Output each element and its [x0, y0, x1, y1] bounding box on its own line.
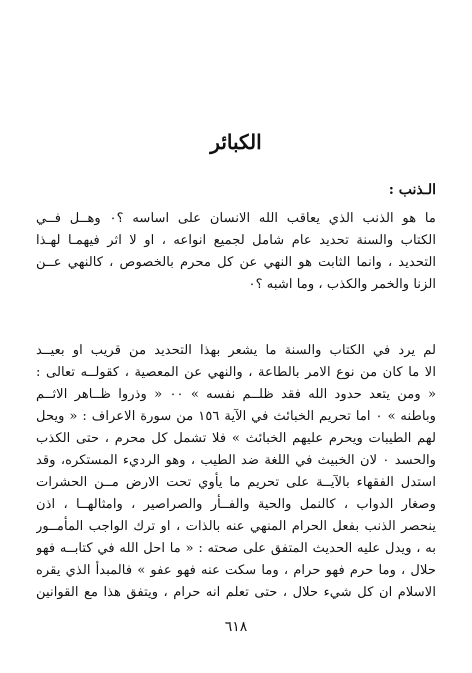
- paragraph-2-line: به ، ويدل عليه الحديث المتفق على صحته : « ما احل الله في كتابــه فهو: [36, 541, 436, 556]
- page-title: الكبائر: [210, 130, 262, 154]
- paragraph-2-line: لم يرد في الكتاب والسنة ما يشعر بهذا التحديد من قريب او بعيــد: [36, 343, 436, 358]
- paragraph-2: [36, 340, 436, 604]
- paragraph-1-line: الكتاب والسنة تحديد عام شامل لجميع انواعه ، او لا اثر فيهمـا لهـذا: [36, 233, 436, 248]
- paragraph-1-line: ما هو الذنب الذي يعاقب الله الانسان على اساسه ؟٠ وهــل فــي: [36, 211, 436, 226]
- paragraph-2-line: حلال ، وما حرم فهو حرام ، وما سكت عنه فهو عفو » فالمبدأ الذي يقره: [36, 563, 436, 578]
- paragraph-2-line: الا ما كان من نوع الامر بالطاعة ، والنهي عن المعصية ، كقولــه تعالى :: [36, 365, 436, 380]
- paragraph-2-line: وباطنه » ٠ اما تحريم الخبائث في الآية ١٥٦ من سورة الاعراف : « ويحل: [36, 409, 436, 424]
- paragraph-2-line: والحسد ٠ لان الخبيث في اللغة ضد الطيب ، وهو الرديء المستكره، وقد: [36, 453, 436, 468]
- paragraph-2-line: « ومن يتعد حدود الله فقد ظلــم نفسه » ٠٠ « وذروا ظــاهر الاثــم: [36, 387, 436, 402]
- paragraph-1: [36, 208, 436, 296]
- paragraph-2-line: استدل الفقهاء بالآيــة على تحريم ما يأوي تحت الارض مــن الحشرات: [36, 475, 436, 490]
- paragraph-2-line: وصغار الدواب ، كالنمل والحية والفــأر والصراصير ، وامثالهــا ، اذن: [36, 497, 436, 512]
- paragraph-2-line: ينحصر الذنب بفعل الحرام المنهي عنه بالذات ، او ترك الواجب المأمــور: [36, 519, 436, 534]
- paragraph-1-line: التحديد ، وانما الثابت هو النهي عن كل محرم بالخصوص ، كالنهي عــن: [36, 255, 436, 270]
- paragraph-1-line: الزنا والخمر والكذب ، وما اشبه ؟٠: [248, 277, 436, 292]
- paragraph-2-line: لهم الطيبات ويحرم عليهم الخبائث » فلا تشمل كل محرم ، حتى الكذب: [36, 431, 436, 446]
- paragraph-2-line: الاسلام ان كل شيء حلال ، حتى تعلم انه حرام ، ويتفق هذا مع القوانين: [36, 585, 436, 600]
- section-heading: الـذنب :: [388, 182, 436, 198]
- page-number: ٦١٨: [224, 619, 248, 635]
